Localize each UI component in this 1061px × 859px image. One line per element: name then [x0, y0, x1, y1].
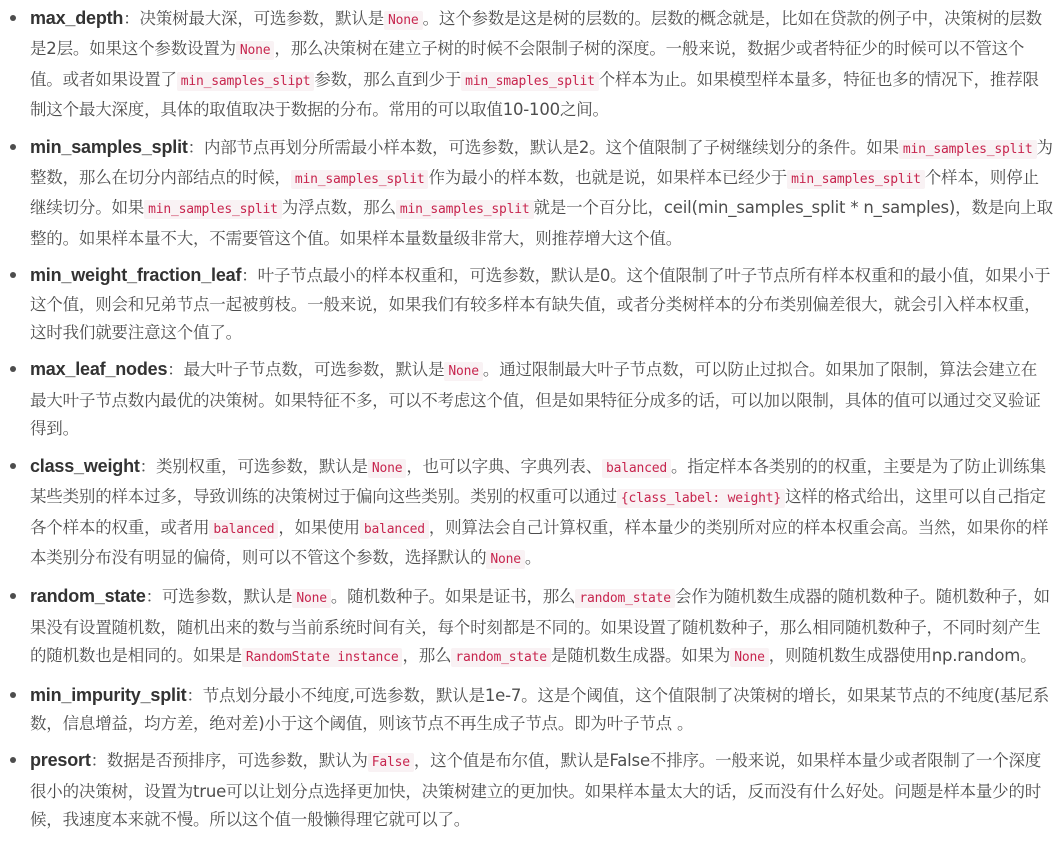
description-text: 参数，那么直到少于 [314, 69, 462, 89]
param-name: min_samples_split [30, 136, 188, 157]
inline-code: min_samples_split [396, 200, 534, 219]
description-text: 会作为随机数生成器的随机数种子。随机数种子，如果没有设置随机数，随机出来的数与当前系统时间有关，每个时刻都是不同的。如果设置了随机数种子，那么相同随机数种子，不同时刻产生的随机数也是相同的。如果是 [30, 587, 1050, 666]
description-text: 个样本为止。如果模型样本量多，特征也多的情况下，推荐限制这个最大深度，具体的取值取决于数据的分布。常用的可以取值10-100之间。 [30, 69, 1039, 120]
description-text: 是随机数生成器。如果为 [550, 646, 731, 666]
bullet-icon [10, 593, 16, 599]
description-text: 就是一个百分比，ceil(min_samples_split * n_samples)，数是向上取整的。如果样本量不大，不需要管这个值。如果样本量数量级非常大，则推荐增大这个值。 [30, 198, 1053, 248]
inline-code: None [444, 362, 483, 381]
description-text: ：类别权重，可选参数，默认是 [139, 456, 368, 476]
bullet-icon [10, 272, 16, 278]
description-text: ：内部节点再划分所需最小样本数，可选参数，默认是2。这个值限制了子树继续划分的条件。如果 [187, 137, 899, 157]
description-text: 为浮点数，那么 [281, 198, 396, 218]
bullet-icon [10, 144, 16, 150]
param-item-min-weight-fraction-leaf [30, 261, 1053, 347]
param-item-min-impurity-split [30, 681, 1053, 739]
description-text: ：决策树最大深，可选参数，默认是 [123, 9, 385, 28]
description-text: 这样的格式给出，这里可以自己指定各个样本的权重，或者用 [30, 487, 1046, 537]
bullet-icon [10, 463, 16, 469]
inline-code: min_samples_slipt [177, 72, 315, 91]
description-text: ，则随机数生成器使用np.random。 [768, 646, 1037, 666]
inline-code: None [236, 41, 275, 60]
param-name: presort [30, 750, 91, 771]
param-name: random_state [30, 586, 146, 607]
inline-code: min_samples_split [899, 140, 1037, 159]
inline-code: RandomState instance [242, 648, 403, 667]
param-name: class_weight [30, 455, 140, 476]
description-text: ，那么决策树在建立子树的时候不会限制子树的深度。一般来说，数据少或者特征少的时候可以不管这个值。或者如果设置了 [30, 39, 1025, 89]
inline-code: None [292, 589, 331, 608]
inline-code: None [384, 11, 423, 30]
param-name: max_leaf_nodes [30, 359, 168, 380]
description-text: ：数据是否预排序，可选参数，默认为 [90, 751, 368, 771]
param-item-min-samples-split [30, 133, 1053, 254]
inline-code: random_state [575, 589, 675, 608]
description-text: 作为最小的样本数，也就是说，如果样本已经少于 [428, 168, 788, 188]
description-text: ，那么 [402, 646, 452, 666]
bullet-icon [10, 692, 16, 698]
param-item-random-state [30, 582, 1053, 672]
inline-code: min_smaples_split [461, 72, 599, 91]
param-name: min_weight_fraction_leaf [30, 265, 242, 286]
description-text: 。这个参数是这是树的层数的。层数的概念就是，比如在贷款的例子中，决策树的层数是2层。如果这个参数设置为 [30, 9, 1042, 59]
description-text: ，这个值是布尔值，默认是False不排序。一般来说，如果样本量少或者限制了一个深度很小的决策树，设置为true可以让划分点选择更加快，决策树建立的更加快。如果样本量太大的话，反而没有什么好处。问题是样本量少的时候，我速度本来就不慢。所以这个值一般懒得理它就可以了。 [30, 751, 1042, 830]
inline-code: False [368, 753, 414, 772]
description-text: 。通过限制最大叶子节点数，可以防止过拟合。如果加了限制，算法会建立在最大叶子节点数内最优的决策树。如果特征不多，可以不考虑这个值，但是如果特征分成多的话，可以加以限制，具体的值可以通过交叉验证得到。 [30, 360, 1041, 439]
description-text: ，则算法会自己计算权重，样本量少的类别所对应的样本权重会高。当然，如果你的样本类别分布没有明显的偏倚，则可以不管这个参数，选择默认的 [30, 517, 1049, 567]
description-text: 。 [524, 547, 542, 567]
inline-code: min_samples_split [144, 200, 282, 219]
inline-code: None [730, 648, 769, 667]
param-item-max-leaf-nodes [30, 355, 1053, 443]
inline-code: None [368, 459, 407, 478]
param-name: min_impurity_split [30, 684, 187, 705]
inline-code: balanced [602, 459, 671, 478]
inline-code: balanced [360, 520, 429, 539]
param-name: max_depth [30, 8, 124, 28]
bullet-icon [10, 366, 16, 372]
description-text: 。指定样本各类别的的权重，主要是为了防止训练集某些类别的样本过多，导致训练的决策树过于偏向这些类别。类别的权重可以通过 [30, 456, 1046, 507]
description-text: ：叶子节点最小的样本权重和，可选参数，默认是0。这个值限制了叶子节点所有样本权重和的最小值，如果小于这个值，则会和兄弟节点一起被剪枝。一般来说，如果我们有较多样本有缺失值，或者分类树样本的分布类别偏差很大，就会引入样本权重，这时我们就要注意这个值了。 [30, 266, 1051, 343]
description-text: ，如果使用 [278, 517, 360, 537]
description-text: 。随机数种子。如果是证书，那么 [330, 587, 576, 607]
description-text: ，也可以字典、字典列表、 [406, 456, 602, 476]
description-text: ：节点划分最小不纯度,可选参数，默认是1e-7。这是个阈值，这个值限制了决策树的增长，如果某节点的不纯度(基尼系数，信息增益，均方差，绝对差)小于这个阈值，则该节点不再生成子节点。即为叶子节点 。 [30, 685, 1050, 733]
param-item-max-depth [30, 4, 1053, 125]
inline-code: None [486, 550, 525, 569]
param-item-presort [30, 746, 1053, 834]
description-text: 个样本，则停止继续切分。如果 [30, 168, 1039, 218]
bullet-icon [10, 757, 16, 763]
inline-code: {class_label: weight} [617, 489, 785, 508]
inline-code: min_samples_split [787, 170, 925, 189]
description-text: 为整数，那么在切分内部结点的时候， [30, 137, 1053, 188]
param-item-class-weight [30, 452, 1053, 575]
bullet-icon [10, 15, 16, 21]
inline-code: random_state [451, 648, 551, 667]
description-text: ：最大叶子节点数，可选参数，默认是 [167, 360, 445, 380]
description-text: ：可选参数，默认是 [145, 587, 293, 607]
inline-code: balanced [209, 520, 278, 539]
inline-code: min_samples_split [291, 170, 429, 189]
